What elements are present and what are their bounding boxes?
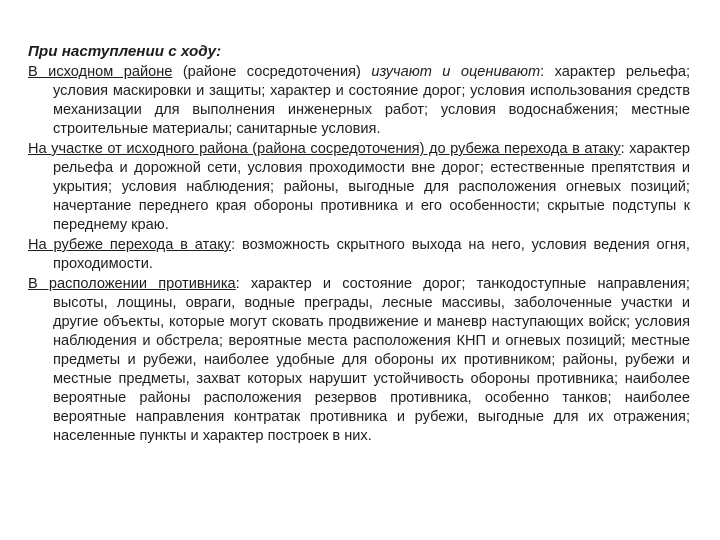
paragraph-body: : характер рельефа; условия маскировки и защиты; характер и состояние дорог; условия использования средств механизации для выполнения инженерных работ; условия водоснабжения; местные строительные материалы; санитарные условия.	[53, 64, 690, 137]
paragraph-lead: В расположении противника	[28, 276, 236, 292]
paragraph-attack-line	[28, 236, 690, 274]
paragraph-lead: В исходном районе	[28, 64, 173, 80]
paragraph-assembly-area	[28, 63, 690, 139]
paragraph-emphasis: изучают и оценивают	[371, 64, 541, 80]
paragraph-approach-sector	[28, 140, 690, 235]
paragraph-body: : характер рельефа и дорожной сети, условия проходимости вне дорог; естественные препятствия и укрытия; условия наблюдения; районы, выгодные для расположения огневых позиций; начертание переднего края обороны противника и его особенности; скрытые подступы к переднему краю.	[53, 141, 690, 233]
paragraph-lead: На участке от исходного района (района сосредоточения) до рубежа перехода в атаку	[28, 141, 621, 157]
paragraph-body: : возможность скрытного выхода на него, условия ведения огня, проходимости.	[53, 237, 690, 272]
paragraph-aside: (районе сосредоточения)	[172, 64, 372, 80]
slide-title: При наступлении с ходу:	[28, 43, 222, 60]
paragraph-enemy-position	[28, 275, 690, 446]
paragraph-body: : характер и состояние дорог; танкодоступные направления; высоты, лощины, овраги, водные преграды, лесные массивы, заболоченные участки и другие объекты, которые могут сковать продвижение и маневр наступающих войск; условия наблюдения и обстрела; вероятные места расположения КНП и огневых позиций; местные предметы и рубежи, наиболее удобные для обороны их противником; районы, рубежи и местные предметы, захват которых нарушит устойчивость обороны противника; наиболее вероятные районы расположения резервов противника, особенно танков; наиболее вероятные направления контратак противника и рубежи, выгодные для их отражения; населенные пункты и характер построек в них.	[53, 276, 690, 444]
paragraph-lead: На рубеже перехода в атаку	[28, 237, 232, 253]
